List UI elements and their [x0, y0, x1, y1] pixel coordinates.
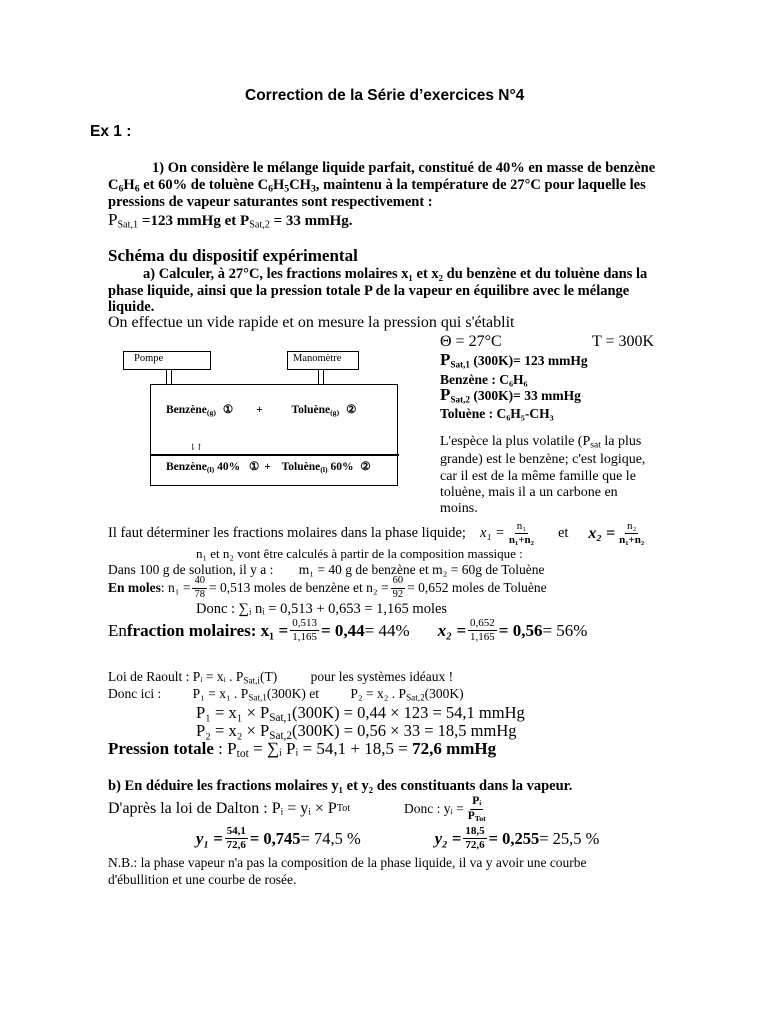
question-a-line1: a) Calculer, à 27°C, les fractions molaires x₁ et x₂ du benzène et du toluène dans la	[143, 266, 648, 282]
schema-heading: Schéma du dispositif expérimental	[108, 246, 358, 265]
psat2-value: $P_{Sat,2}$ (300K)= 33 mmHg	[440, 385, 581, 405]
q1-line3: pressions de vapeur saturantes sont respectivement :	[108, 194, 433, 210]
q1-line1: 1) On considère le mélange liquide parfait, constitué de 40% en masse de benzène	[152, 160, 656, 176]
liquid-surface	[150, 454, 399, 456]
volatility-note-line4: toluène, mais il a un carbone en	[440, 485, 618, 500]
volatility-note-line3: car il est de la même famille que le	[440, 469, 636, 484]
calc-moles: En moles : n₁ = $\frac{40}{78}$ = 0,513 moles de benzène et n₂ = $\frac{60}{92}$ = 0,652 moles de Toluène	[108, 575, 547, 600]
liquid-phase-label: Benzène$_{(l)}$ 40% ① + Toluène$_{(l)}$ 60% ②	[166, 461, 371, 474]
raoult-applied: Donc ici : P₁ = x₁ . $P_{Sat,1}(300K)$ et P₂ = x₂ . $P_{Sat,2}(300K)$	[108, 686, 464, 703]
note-line1: N.B.: la phase vapeur n'a pas la composition de la phase liquide, il va y avoir une courbe	[108, 855, 587, 870]
partial-pressure-2: $P_2 = x_2 \times P_{Sat,2}(300K) = 0,56 \times 33 = 18,5$ mmHg	[196, 721, 517, 742]
question-a-line3: liquide.	[108, 299, 155, 315]
pump-label: Pompe	[134, 353, 164, 364]
partial-pressure-1: $P_1 = x_1 \times P_{Sat,1}(300K) = 0,44 \times 123 = 54,1$ mmHg	[196, 703, 525, 724]
exercise-label: Ex 1 :	[90, 123, 132, 140]
volatility-note-line1: L'espèce la plus volatile ($P_{sat}$ la plus	[440, 434, 642, 451]
question-b: b) En déduire les fractions molaires y₁ et y₂ des constituants dans la vapeur.	[108, 778, 573, 794]
volatility-note-line5: moins.	[440, 501, 478, 516]
calc-composition-note: n₁ et n₂ vont être calculés à partir de la composition massique :	[196, 546, 523, 561]
toluene-formula: Toluène : C₆H₅-CH₃	[440, 406, 554, 421]
page-title: Correction de la Série d’exercices N°4	[245, 87, 525, 104]
raoult-law: Loi de Raoult : Pᵢ = xᵢ . $P_{Sat,i}(T)$ pour les systèmes idéaux !	[108, 669, 454, 686]
manometer-pipe	[318, 369, 324, 384]
pump-pipe	[166, 369, 172, 384]
total-pressure: Pression totale : $P_{tot}$ = ∑ᵢ Pᵢ = 54,1 + 18,5 = 72,6 mmHg	[108, 739, 497, 760]
note-line2: d'ébullition et une courbe de rosée.	[108, 872, 297, 887]
calc-masses: Dans 100 g de solution, il y a : m₁ = 40 g de benzène et m₂ = 60g de Toluène	[108, 562, 545, 577]
vacuum-intro: On effectue un vide rapide et on mesure la pression qui s'établit	[108, 314, 515, 331]
calc-total-moles: Donc : ∑ᵢ nᵢ = 0,513 + 0,653 = 1,165 moles	[196, 601, 448, 617]
theta-value: Θ = 27°C	[440, 333, 502, 350]
benzene-formula: Benzène : C₆H₆	[440, 372, 528, 387]
question-a-line2: phase liquide, ainsi que la pression totale P de la vapeur en équilibre avec le mélange	[108, 283, 630, 299]
psat1-value: $P_{Sat,1}$ (300K)= 123 mmHg	[440, 350, 588, 370]
volatility-note-line2: grande) est le benzène; c'est logique,	[440, 452, 646, 467]
equilibrium-arrows: ⇂↾	[189, 442, 203, 452]
manometer-label: Manomètre	[293, 353, 342, 364]
temperature-value: T = 300K	[592, 333, 655, 350]
q1-psat-values: $P_{Sat,1} =123$ mmHg et $P_{Sat,2} = 33$ mmHg.	[108, 210, 353, 231]
calc-mole-fractions: En fraction molaires : x₁ = $\frac{0,513}{1,165}$ = 0,44 = 44% x₂ = $\frac{0,652}{1,165}$ = 0,56 = 56%	[108, 617, 588, 643]
gas-phase-label: Benzène$_{(g)}$ ① + Toluène$_{(g)}$ ②	[166, 404, 357, 417]
dalton-law: D'après la loi de Dalton : Pᵢ = yᵢ × P Tot Donc : yᵢ = $\frac{\text{Pᵢ}}{P_{Tot}}$	[108, 795, 486, 823]
q1-line2: $C_6H_6$ et 60% de toluène $C_6H_5CH_3$, maintenu à la température de 27°C pour laquelle les	[108, 177, 646, 195]
vapor-fractions: y₁ = $\frac{54,1}{72,6}$ = 0,745 = 74,5 % y₂ = $\frac{18,5}{72,6}$ = 0,255 = 25,5 %	[196, 825, 600, 851]
calc-intro-line: Il faut déterminer les fractions molaires dans la phase liquide; x₁ = $\frac{\text{n₁}}{\text{n₁+n₂}}$ et x₂ = $\frac{\text{n₂}}{\text{n₁+n₂}}$	[108, 520, 645, 546]
